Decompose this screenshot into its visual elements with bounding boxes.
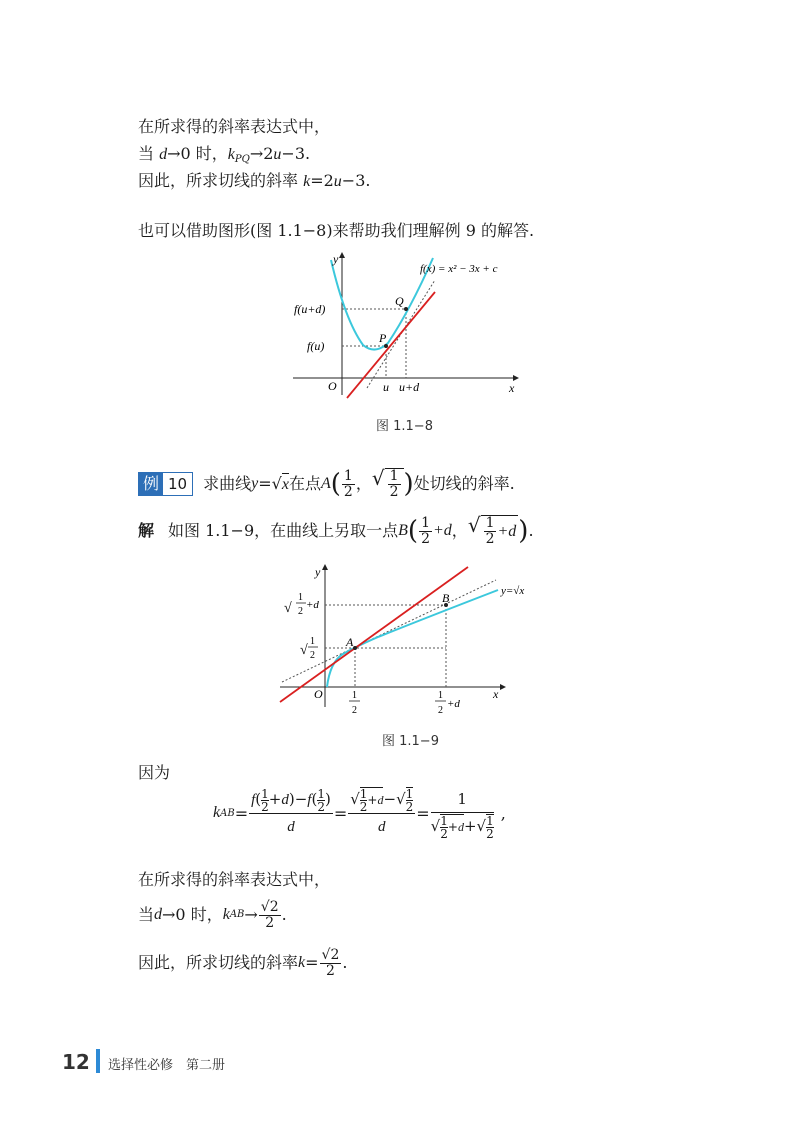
y-arrow bbox=[322, 564, 328, 570]
numerator: 1 bbox=[389, 468, 399, 484]
var: u bbox=[273, 146, 282, 163]
radical: √ $\frac{1}{2}$ bbox=[372, 468, 404, 500]
text: →2 bbox=[249, 144, 274, 163]
label-origin: O bbox=[328, 379, 337, 393]
fraction bbox=[249, 786, 333, 840]
var: u bbox=[333, 173, 342, 190]
figure-caption: 图 1.1−8 bbox=[376, 419, 433, 434]
example-10 bbox=[138, 466, 515, 502]
label-fud: f(u+d) bbox=[294, 302, 326, 316]
text-line bbox=[138, 946, 347, 980]
var: d bbox=[159, 146, 168, 163]
var: k bbox=[213, 804, 221, 821]
var: x bbox=[282, 473, 289, 496]
numerator: √ $\frac{1}{2}$ +d−√ $\frac{1}{2}$ bbox=[350, 787, 414, 814]
numerator: 1 bbox=[431, 786, 494, 813]
radical-sign: √ bbox=[284, 601, 292, 616]
label-p: P bbox=[379, 331, 387, 345]
fraction bbox=[431, 786, 494, 840]
ytick-b-d: +d bbox=[306, 599, 319, 611]
var: k bbox=[227, 146, 235, 163]
denominator: 2 bbox=[421, 530, 430, 547]
y-arrow bbox=[339, 252, 345, 258]
fraction bbox=[419, 516, 432, 547]
figure-1-1-9 bbox=[278, 562, 525, 717]
text: →0 时， bbox=[167, 144, 228, 163]
label-ud: u+d bbox=[399, 380, 420, 394]
text: 当 bbox=[138, 144, 160, 163]
ytick-b-den: 2 bbox=[298, 606, 303, 617]
text-line bbox=[138, 170, 370, 193]
paren-open: ( bbox=[407, 516, 419, 546]
book-title: 选择性必修 第二册 bbox=[108, 1058, 226, 1073]
text: = bbox=[333, 803, 348, 823]
fraction bbox=[484, 516, 497, 547]
text: 当 bbox=[138, 905, 155, 924]
text: = bbox=[234, 803, 249, 823]
text-line: 也可以借助图形(图 1.1−8)来帮助我们理解例 9 的解答. bbox=[138, 221, 535, 240]
xtick-b-num: 1 bbox=[438, 690, 443, 701]
fraction bbox=[348, 786, 415, 840]
paren-open: ( bbox=[330, 469, 341, 499]
text-line: 在所求得的斜率表达式中， bbox=[138, 117, 331, 136]
fraction bbox=[259, 900, 281, 931]
text: → bbox=[244, 905, 258, 924]
text: ， bbox=[451, 521, 468, 540]
text-line: 在所求得的斜率表达式中， bbox=[138, 870, 331, 889]
text: →0 时， bbox=[162, 905, 223, 924]
footer-bar bbox=[96, 1049, 100, 1073]
denominator: 2 bbox=[325, 962, 335, 979]
badge-word: 例 bbox=[139, 473, 163, 495]
numerator: √2 bbox=[321, 946, 340, 963]
radical-sign: √ bbox=[300, 643, 308, 658]
paren-close: ) bbox=[403, 469, 414, 499]
solution-label: 解 bbox=[138, 521, 155, 540]
denominator: √ $\frac{1}{2}$ +d+√ $\frac{1}{2}$ bbox=[430, 814, 494, 841]
text: =2 bbox=[310, 171, 334, 190]
label-b: B bbox=[442, 591, 450, 605]
text: 在点 bbox=[288, 474, 321, 493]
badge-number: 10 bbox=[168, 475, 188, 493]
denominator: 2 bbox=[485, 531, 495, 547]
subscript: AB bbox=[220, 807, 235, 819]
figure-1-1-8 bbox=[285, 250, 525, 400]
text-line bbox=[138, 143, 310, 171]
numerator: 1 bbox=[421, 514, 430, 531]
text: +d bbox=[433, 522, 452, 539]
ytick-b-num: 1 bbox=[298, 592, 303, 603]
slope-equation bbox=[213, 786, 506, 840]
text: +d bbox=[497, 522, 517, 540]
var: y bbox=[251, 475, 259, 492]
var: d bbox=[154, 906, 163, 923]
xtick-b-d: +d bbox=[447, 698, 460, 710]
text: . bbox=[342, 953, 348, 972]
denominator: d bbox=[287, 819, 295, 835]
ytick-a-den: 2 bbox=[310, 650, 315, 661]
label-function: f(x) = x² − 3x + c bbox=[420, 263, 498, 275]
text: 求曲线 bbox=[203, 474, 252, 493]
example-badge bbox=[138, 472, 193, 496]
point-q bbox=[404, 307, 408, 311]
figure-caption: 图 1.1−9 bbox=[382, 734, 439, 749]
tangent-line bbox=[347, 292, 435, 398]
text: 处切线的斜率. bbox=[413, 474, 515, 493]
xtick-a-num: 1 bbox=[352, 690, 357, 701]
subscript: AB bbox=[229, 909, 245, 920]
denominator: 2 bbox=[343, 483, 353, 500]
text: 因此，所求切线的斜率 bbox=[138, 953, 299, 972]
label-y: y bbox=[315, 565, 321, 579]
text-line bbox=[138, 898, 287, 932]
fraction bbox=[320, 948, 342, 979]
text: =√ bbox=[258, 474, 282, 493]
radical: √ $\frac{1}{2}$ +d bbox=[467, 513, 517, 547]
text: 因此，所求切线的斜率 bbox=[138, 171, 304, 190]
var: A bbox=[320, 475, 331, 492]
xtick-a-den: 2 bbox=[352, 705, 357, 716]
text: = bbox=[416, 803, 430, 823]
label-fu: f(u) bbox=[307, 339, 325, 353]
label-u: u bbox=[383, 380, 389, 394]
page-number: 12 bbox=[62, 1050, 90, 1074]
xtick-b-den: 2 bbox=[438, 705, 443, 716]
point-a bbox=[353, 646, 357, 650]
paren-close: ) bbox=[518, 516, 529, 546]
var: k bbox=[303, 173, 311, 190]
label-x: x bbox=[493, 687, 499, 701]
x-arrow bbox=[500, 684, 506, 690]
label-x: x bbox=[509, 381, 515, 395]
var: k bbox=[222, 906, 230, 923]
numerator: 1 bbox=[485, 515, 495, 531]
var: B bbox=[398, 522, 408, 539]
ytick-a-num: 1 bbox=[310, 636, 315, 647]
var: k bbox=[298, 954, 306, 971]
numerator: √2 bbox=[260, 898, 279, 915]
fraction bbox=[342, 469, 355, 500]
text: −3. bbox=[281, 144, 311, 163]
label-q: Q bbox=[395, 294, 404, 308]
denominator: 2 bbox=[389, 484, 399, 500]
solution-line bbox=[138, 512, 534, 550]
numerator: f( $\frac{1}{2}$ +d)−f( $\frac{1}{2}$ ) bbox=[251, 786, 331, 814]
numerator: 1 bbox=[343, 467, 353, 484]
label-y: y bbox=[333, 252, 339, 266]
fraction bbox=[388, 469, 401, 500]
tangent-line bbox=[280, 567, 468, 702]
denominator: d bbox=[377, 819, 386, 835]
text: , bbox=[500, 803, 506, 823]
denominator: 2 bbox=[265, 914, 275, 931]
text: ， bbox=[355, 474, 372, 493]
secant-line bbox=[282, 580, 496, 682]
label-a: A bbox=[346, 635, 354, 649]
label-origin: O bbox=[314, 687, 323, 701]
label-function: y=√x bbox=[501, 585, 525, 597]
text: −3. bbox=[341, 171, 371, 190]
subscript: PQ bbox=[234, 154, 250, 165]
text: 如图 1.1−9，在曲线上另取一点 bbox=[168, 521, 399, 540]
text: = bbox=[305, 953, 319, 972]
text-line: 因为 bbox=[138, 763, 171, 782]
text: . bbox=[281, 905, 287, 924]
text: . bbox=[528, 521, 534, 540]
